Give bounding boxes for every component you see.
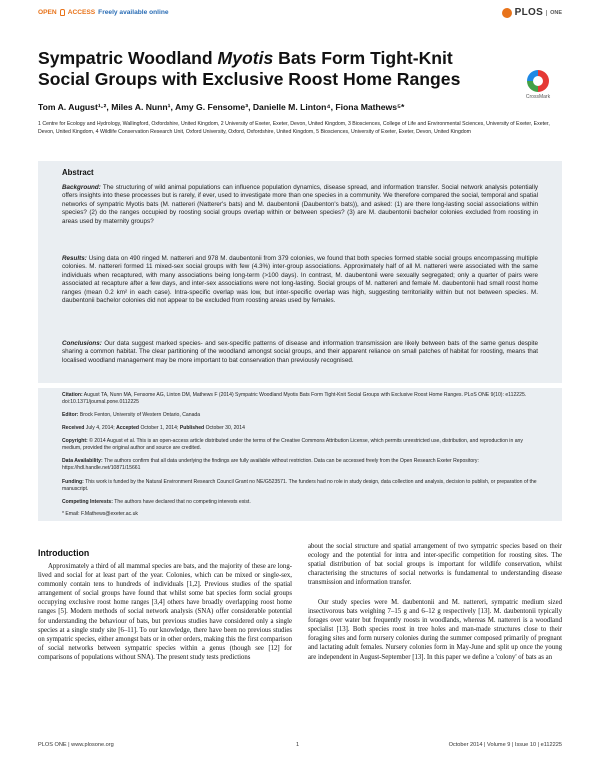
editor: Editor: Brock Fenton, University of Western Ontario, Canada (62, 412, 201, 418)
one-wordmark: ONE (546, 10, 562, 16)
intro-paragraph-2: Our study species were M. daubentonii and M. nattereri, sympatric medium sized insectivorous bats weighing 7–15 g and 6–12 g respectively [13]. M. daubentonii typically forages over water but frequently roosts in woodlands, whereas M. nattereri is a woodland specialist [13]. Both species roost in tree holes and man-made structures close to their foraging sites and form nursery colonies during the summer composed primarily of pregnant and lactating adult females. Nursery colonies form in May-June and split up once the young are independent in August-September [13]. In this paper we define a 'colony' of bats as an (308, 599, 562, 661)
data-availability: Data Availability: The authors confirm that all data underlying the findings are fully available without restriction. Data can be accessed freely from the Open Research Exeter Repository: https://hdl.handle.net/10871/15661 (62, 458, 479, 471)
footer-issue: October 2014 | Volume 9 | Issue 10 | e112225 (448, 742, 562, 748)
dates: Received July 4, 2014; Accepted October 1, 2014; Published October 30, 2014 (62, 425, 245, 431)
page-number: 1 (296, 742, 300, 748)
journal-header (38, 8, 562, 22)
corresponding-email: * Email: F.Mathews@exeter.ac.uk (62, 511, 138, 517)
abstract-heading: Abstract (62, 168, 94, 177)
crossmark-badge[interactable] (516, 70, 560, 100)
article-title: Sympatric Woodland Myotis Bats Form Tight-Knit Social Groups with Exclusive Roost Home Ranges (38, 48, 461, 89)
footer-journal: PLOS ONE | www.plosone.org (38, 742, 114, 748)
abstract-background: Background: The structuring of wild animal populations can influence population dynamics, disease spread, and information transfer. Social network analysis potentially offers insights into these processes but is rarely, if ever, used to investigate more than one species in a community. We therefore compared the social, temporal and spatial networks of sympatric Myotis bats (M. nattereri (Natterer's bats) and M. daubentonii (Daubenton's bats)), and asked: (1) are there long-lasting social associations within species? (2) do the ranges occupied by roosting social groups overlap within or between species? (3) are M. daubentonii bachelor colonies excluded from roosting in areas used by maternity groups? (62, 184, 538, 225)
intro-paragraph-1-cont: about the social structure and spatial arrangement of two sympatric species based on their ecology and the potential for intra and inter-specific competition for roosting sites. The spatial distribution of bat social groups is important for wildlife conservation, whilst characterising the structures of social networks is fundamental to understanding disease transmission and information transfer. (308, 543, 562, 587)
plos-wordmark: PLOS (514, 7, 544, 18)
access-label: ACCESS (67, 9, 96, 16)
open-access-lock-icon (60, 9, 65, 16)
citation: Citation: August TA, Nunn MA, Fensome AG, Linton DM, Mathews F (2014) Sympatric Woodland Myotis Bats Form Tight-Knit Social Groups with Exclusive Roost Home Ranges. PLoS ONE 9(10): e112225. doi:10.1371/journal.pone.0112225 (62, 392, 527, 405)
open-access-badge (38, 9, 169, 16)
author-list: Tom A. August¹·², Miles A. Nunn¹, Amy G. Fensome³, Danielle M. Linton⁴, Fiona Mathews⁵* (38, 102, 405, 112)
introduction-heading: Introduction (38, 548, 90, 558)
abstract-conclusions: Conclusions: Our data suggest marked species- and sex-specific patterns of disease and information transmission are likely between bats of the same genus despite sharing a common habitat. The clear partitioning of the woodland amongst social groups, and their apparent reliance on small patches of habitat for roosting, means that localised woodland management may be more important to bat conservation than previously recognised. (62, 340, 538, 364)
open-label: OPEN (38, 9, 57, 16)
competing-interests: Competing Interests: The authors have declared that no competing interests exist. (62, 499, 251, 505)
crossmark-label: CrossMark (525, 94, 551, 100)
affiliations: 1 Centre for Ecology and Hydrology, Wallingford, Oxfordshire, United Kingdom, 2 University of Exeter, Exeter, Devon, United Kingdom, 3 Biosciences, College of Life and Environmental Sciences, University of Exeter, Exeter, Devon, United Kingdom, 4 Wildlife Conservation Research Unit, Oxford University, Oxford, Oxfordshire, United Kingdom, 5 Biosciences, University of Exeter, Exeter, Devon, United Kingdom (38, 121, 550, 135)
freely-available-label: Freely available online (98, 9, 169, 16)
abstract-results: Results: Using data on 490 ringed M. nattereri and 978 M. daubentonii from 379 colonies, we found that both species formed stable social groups encompassing multiple colonies. M. nattereri formed 11 mixed-sex social groups with few (4.3%) inter-group associations. Approximately half of all M. nattereri were associated with the same individuals when recaptured, with many associations being long-term (>100 days). In contrast, M. daubentonii were sexually segregated; only a quarter of pairs were associated at recapture after a few days, and inter-sex associations were not long-lasting. Social groups of M. nattereri and female M. daubentonii had small roost home ranges (mean 0.2 km² in each case). Intra-specific overlap was low, but inter-specific overlap was high, suggesting territoriality within but not between species. M. daubentonii bachelor colonies did not appear to be excluded from roosting areas used by females. (62, 255, 538, 305)
intro-paragraph-1: Approximately a third of all mammal species are bats, and the majority of these are long-lived and social for at least part of the year. Colonies, which can be mixed or single-sex, commonly contain tens to hundreds of individuals [1,2]. Previous studies of the spatial arrangement of social groups have found that whilst some bat species form social groups occupying exclusive roost home ranges [3,4] others have broadly overlapping roost home ranges [5]. Modern methods of social network analysis (SNA) offer considerable potential for understanding the behaviour of bats, but previous studies have considered only a single species at a single study site [6–11]. To our knowledge, there have been no previous studies on sympatric species, either amongst bats or in other orders, making this the first comparison of social networks between sympatric species within a genus (though see [12] for comparisons of populations without SNA). The present study tests predictions (38, 563, 292, 661)
funding: Funding: This work is funded by the Natural Environment Research Council Grant no NE/G523571. The funders had no role in study design, data collection and analysis, decision to publish, or preparation of the manuscript. (62, 479, 537, 492)
crossmark-icon (527, 70, 549, 92)
plos-one-logo (502, 7, 562, 18)
plos-logo-icon (502, 8, 512, 18)
copyright: Copyright: © 2014 August et al. This is an open-access article distributed under the terms of the Creative Commons Attribution License, which permits unrestricted use, distribution, and reproduction in any medium, provided the original author and source are credited. (62, 438, 523, 451)
page-footer (38, 742, 562, 752)
